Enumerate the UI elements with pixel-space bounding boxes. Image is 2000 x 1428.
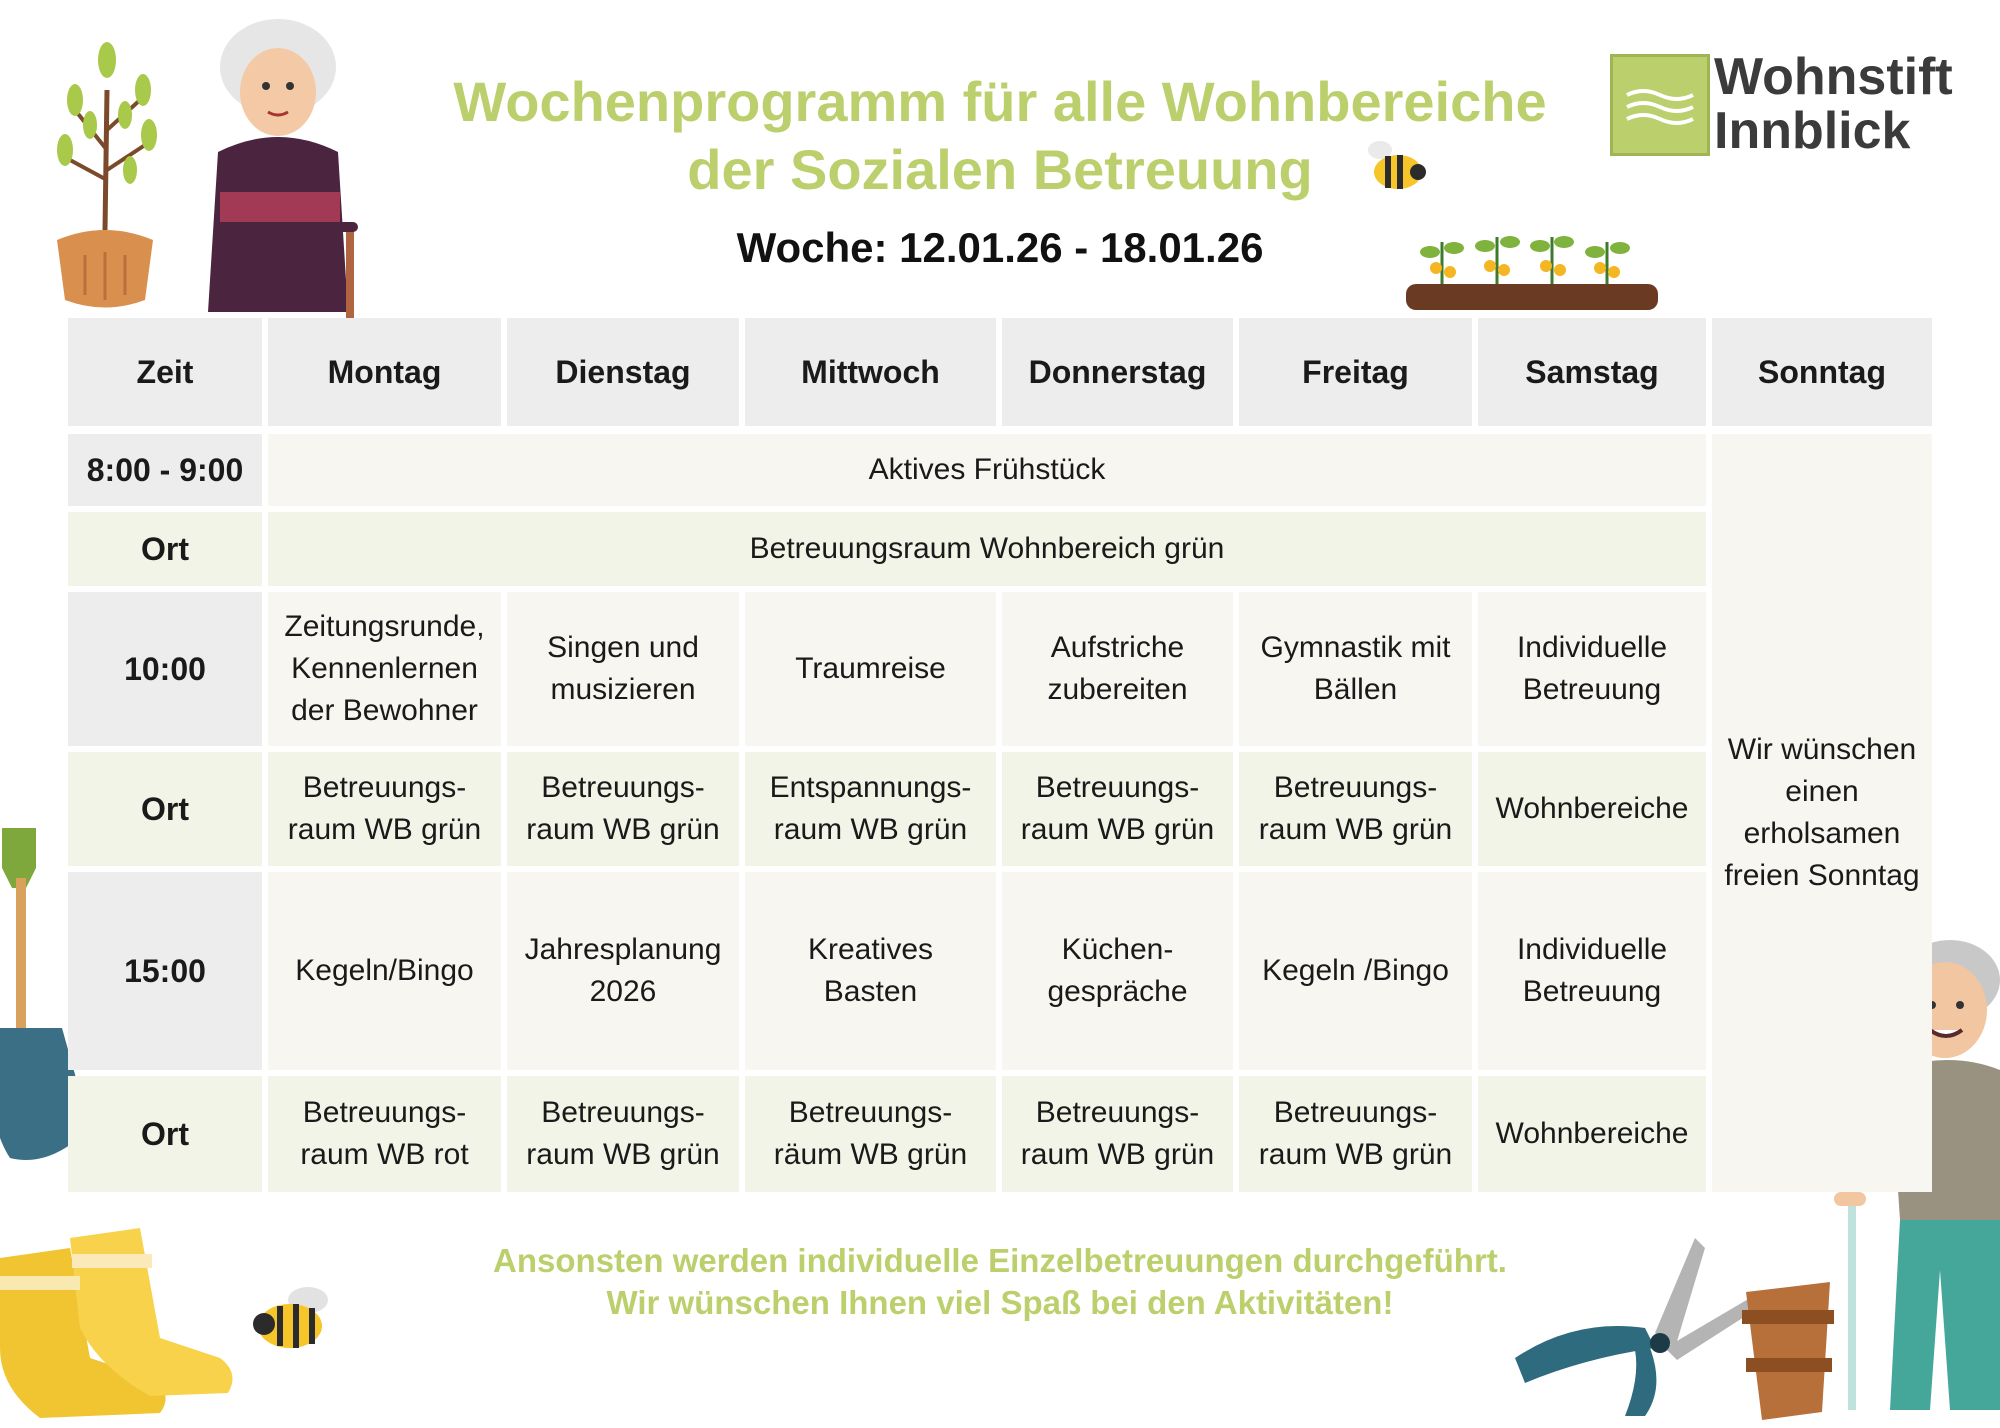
location-label: Ort	[68, 1076, 262, 1192]
time-label-8: 8:00 - 9:00	[68, 434, 262, 506]
sunday-note: Wir wünschen einen erholsamen freien Sonntag	[1712, 434, 1932, 1192]
logo-line2: Innblick	[1714, 102, 1911, 160]
activity-wed-10: Traumreise	[745, 592, 996, 746]
activity-mon-15: Kegeln/Bingo	[268, 872, 501, 1070]
activity-thu-15: Küchen- gespräche	[1002, 872, 1233, 1070]
logo-wordmark	[1714, 50, 1953, 158]
header-samstag: Samstag	[1478, 318, 1706, 426]
activity-tue-10: Singen und musizieren	[507, 592, 739, 746]
location-tue-10: Betreuungs- raum WB grün	[507, 752, 739, 866]
activity-wed-15: Kreatives Basten	[745, 872, 996, 1070]
logo-mark	[1610, 54, 1710, 156]
location-mon-10: Betreuungs- raum WB grün	[268, 752, 501, 866]
location-fri-15: Betreuungs- raum WB grün	[1239, 1076, 1472, 1192]
activity-fri-10: Gymnastik mit Bällen	[1239, 592, 1472, 746]
page-title-line1: Wochenprogramm für alle Wohnbereiche	[453, 70, 1547, 133]
logo-line1: Wohnstift	[1714, 48, 1953, 106]
activity-sat-15: Individuelle Betreuung	[1478, 872, 1706, 1070]
page-title-line2: der Sozialen Betreuung	[687, 138, 1313, 201]
header-donnerstag: Donnerstag	[1002, 318, 1233, 426]
time-label-10: 10:00	[68, 592, 262, 746]
location-fri-10: Betreuungs- raum WB grün	[1239, 752, 1472, 866]
header-montag: Montag	[268, 318, 501, 426]
bee-icon	[1358, 138, 1428, 208]
location-wed-15: Betreuungs- räum WB grün	[745, 1076, 996, 1192]
header-dienstag: Dienstag	[507, 318, 739, 426]
location-mon-15: Betreuungs- raum WB rot	[268, 1076, 501, 1192]
week-range: Woche: 12.01.26 - 18.01.26	[736, 224, 1264, 271]
header-mittwoch: Mittwoch	[745, 318, 996, 426]
activity-mon-10: Zeitungsrunde, Kennenlernen der Bewohner	[268, 592, 501, 746]
time-label-15: 15:00	[68, 872, 262, 1070]
header-freitag: Freitag	[1239, 318, 1472, 426]
activity-sat-10: Individuelle Betreuung	[1478, 592, 1706, 746]
footer-line1: Ansonsten werden individuelle Einzelbetreuungen durchgeführt.	[493, 1242, 1507, 1279]
plant-pot-icon	[45, 30, 165, 310]
rain-boots-icon	[0, 1228, 260, 1428]
location-label: Ort	[68, 512, 262, 586]
footer-line2: Wir wünschen Ihnen viel Spaß bei den Aktivitäten!	[606, 1284, 1394, 1321]
location-label: Ort	[68, 752, 262, 866]
activity-fri-15: Kegeln /Bingo	[1239, 872, 1472, 1070]
location-sat-10: Wohnbereiche	[1478, 752, 1706, 866]
activity-breakfast: Aktives Frühstück	[268, 434, 1706, 506]
header-sonntag: Sonntag	[1712, 318, 1932, 426]
activity-thu-10: Aufstriche zubereiten	[1002, 592, 1233, 746]
header-zeit: Zeit	[68, 318, 262, 426]
location-wed-10: Entspannungs- raum WB grün	[745, 752, 996, 866]
garden-bed-icon	[1402, 212, 1662, 312]
location-breakfast: Betreuungsraum Wohnbereich grün	[268, 512, 1706, 586]
grandmother-illustration	[178, 12, 368, 312]
activity-tue-15: Jahresplanung 2026	[507, 872, 739, 1070]
location-thu-10: Betreuungs- raum WB grün	[1002, 752, 1233, 866]
location-thu-15: Betreuungs- raum WB grün	[1002, 1076, 1233, 1192]
location-sat-15: Wohnbereiche	[1478, 1076, 1706, 1192]
location-tue-15: Betreuungs- raum WB grün	[507, 1076, 739, 1192]
